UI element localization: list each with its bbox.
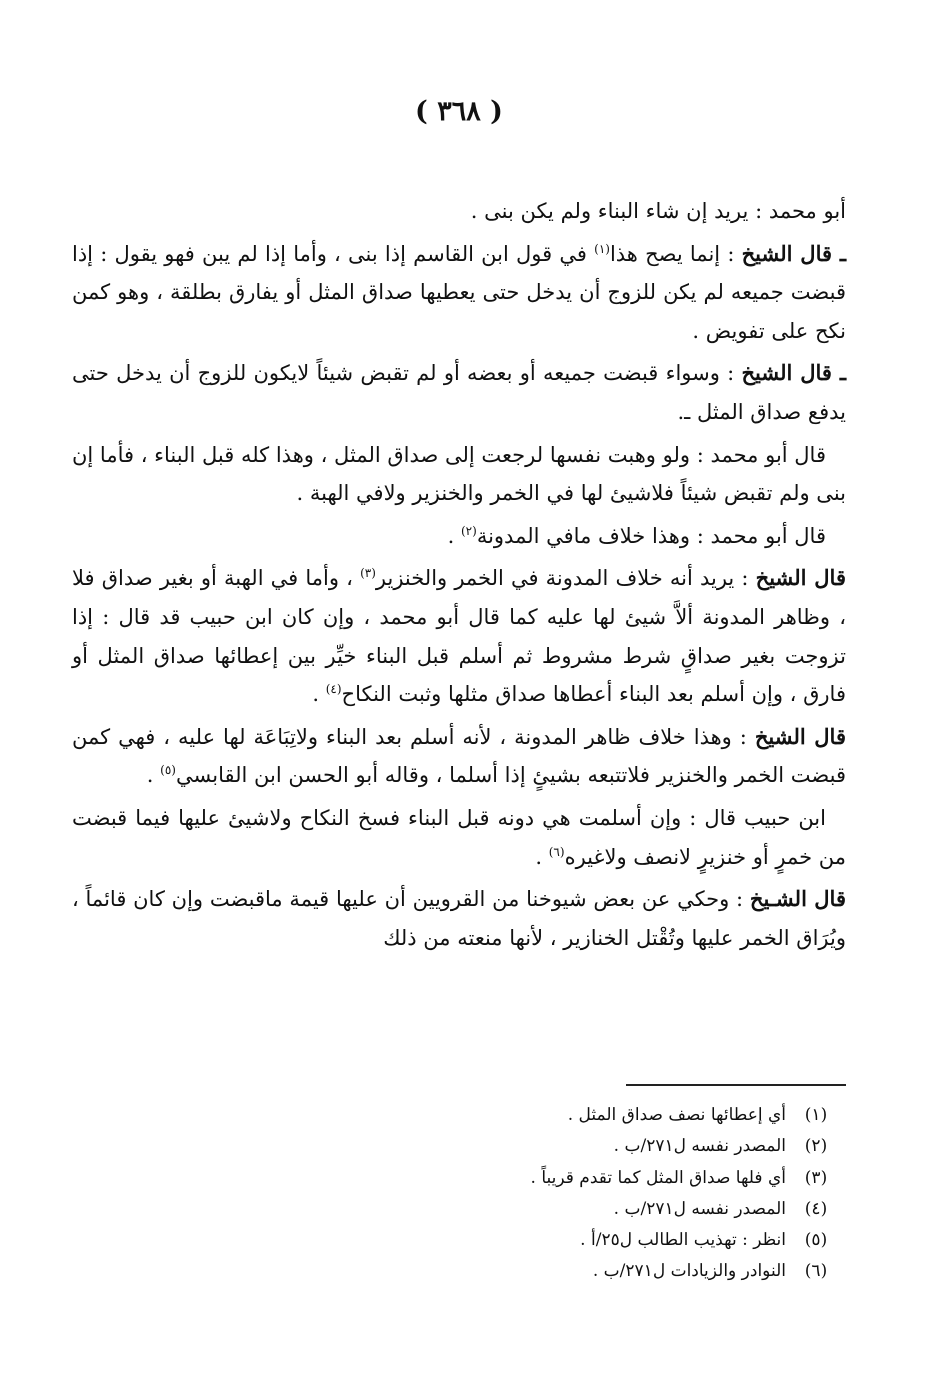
- footnote-text: النوادر والزيادات ل٢٧١/ب .: [592, 1261, 786, 1282]
- footnote: [300, 1225, 846, 1256]
- page-number: ( ٣٦٨ ): [415, 96, 503, 127]
- footnote: [300, 1194, 846, 1225]
- footnote-text: أي إعطائها نصف صداق المثل .: [567, 1105, 786, 1125]
- footnote-ref: (٥): [160, 763, 176, 778]
- paragraph-text: .: [447, 523, 461, 548]
- speaker-label: ـ قال الشيخ: [741, 360, 846, 386]
- body-text: [72, 192, 846, 961]
- paragraph: [72, 517, 846, 556]
- footnote-number: (٤): [804, 1198, 828, 1219]
- footnote-ref: (٢): [460, 523, 477, 538]
- footnote-text: المصدر نفسه ل٢٧١/ب .: [613, 1136, 786, 1157]
- paragraph: [72, 880, 846, 957]
- footnote-text: المصدر نفسه ل٢٧١/ب .: [613, 1198, 786, 1219]
- footnote-divider: [626, 1084, 846, 1086]
- footnotes: [300, 1100, 846, 1288]
- footnote: [300, 1163, 846, 1194]
- paragraph-text: .: [312, 682, 326, 707]
- paragraph-text: : وسواء قبضت جميعه أو بعضه أو لم تقبض شيئاً لايكون للزوج أن يدخل حتى يدفع صداق المثل ـ.: [72, 361, 846, 424]
- paragraph-text: .: [146, 763, 161, 788]
- footnote-ref: (٣): [360, 566, 376, 581]
- paragraph-text: .: [535, 844, 549, 869]
- footnote-ref: (١): [594, 241, 610, 256]
- footnote-number: (٦): [804, 1261, 828, 1282]
- paragraph-text: أبو محمد : يريد إن شاء البناء ولم يكن بنى .: [470, 199, 846, 223]
- paragraph-text: ، وأما في الهبة أو بغير صداق فلا ، وظاهر المدونة ألاَّ شيئ لها عليه كما قال أبو محمد ، وإن كان ابن حبيب قد قال : إذا تزوجت بغير صداقٍ شرط مشروط ثم أسلم قبل البناء خيِّر بين إعطائها صداق المثل أو فارق ، وإن أسلم بعد البناء أعطاها صداق مثلها وثبت النكاح: [72, 566, 846, 707]
- footnote: [300, 1100, 846, 1131]
- footnote: [300, 1256, 846, 1287]
- footnote-number: (٥): [804, 1230, 828, 1251]
- footnote-ref: (٤): [325, 682, 342, 697]
- speaker-label: قال الشيخ: [754, 723, 846, 749]
- footnote-number: (٣): [804, 1167, 828, 1188]
- speaker-label: قال الشيخ: [755, 565, 846, 591]
- paragraph: [72, 235, 846, 351]
- footnote-number: (٢): [804, 1136, 828, 1157]
- paragraph-text: : إنما يصح هذا: [609, 241, 742, 266]
- paragraph: [72, 799, 846, 876]
- paragraph-text: : يريد أنه خلاف المدونة في الخمر والخنزير: [375, 566, 756, 591]
- paragraph-text: : وحكي عن بعض شيوخنا من القرويين أن عليها قيمة ماقبضت وإن كان قائماً ، ويُرَاق الخمر عليها وتُقْتل الخنازير ، لأنها منعته من ذلك: [72, 887, 846, 950]
- paragraph: [72, 718, 846, 795]
- paragraph-text: في قول ابن القاسم إذا بنى ، وأما إذا لم يبن فهو يقول : إذا قبضت جميعه لم يكن للزوج أن يدخل حتى يعطيها صداق المثل أو يفارق بطلقة ، وهو كمن نكح على تفويض .: [72, 241, 846, 343]
- footnote-text: انظر : تهذيب الطالب ل٢٥/أ .: [580, 1230, 786, 1251]
- paragraph: [72, 354, 846, 431]
- paragraph-text: قال أبو محمد : ولو وهبت نفسها لرجعت إلى صداق المثل ، وهذا كله قبل البناء ، فأما إن بنى ولم تقبض شيئاً فلاشيئ لها في الخمر والخنزير ولافي الهبة .: [72, 442, 846, 506]
- paragraph-text: ابن حبيب قال : وإن أسلمت هي دونه قبل البناء فسخ النكاح ولاشيئ عليها فيما قبضت من خمرٍ أو خنزيرٍ لانصف ولاغيره: [72, 805, 846, 869]
- paragraph: [72, 192, 846, 231]
- footnote-ref: (٦): [548, 844, 565, 859]
- paragraph: [72, 559, 846, 713]
- paragraph: [72, 436, 846, 513]
- speaker-label: قال الشـيخ: [749, 886, 846, 912]
- paragraph-text: قال أبو محمد : وهذا خلاف مافي المدونة: [476, 523, 826, 548]
- footnote: [300, 1131, 846, 1162]
- paragraph-text: : وهذا خلاف ظاهر المدونة ، لأنه أسلم بعد البناء ولاتِبَاعَة لها عليه ، فهي كمن قبضت الخمر والخنزير فلاتتبعه بشيئٍ إذا أسلما ، وقاله أبو الحسن ابن القابسي: [72, 724, 846, 788]
- footnote-text: أي فلها صداق المثل كما تقدم قريباً .: [530, 1167, 786, 1188]
- footnote-number: (١): [804, 1105, 828, 1125]
- speaker-label: ـ قال الشيخ: [741, 240, 846, 266]
